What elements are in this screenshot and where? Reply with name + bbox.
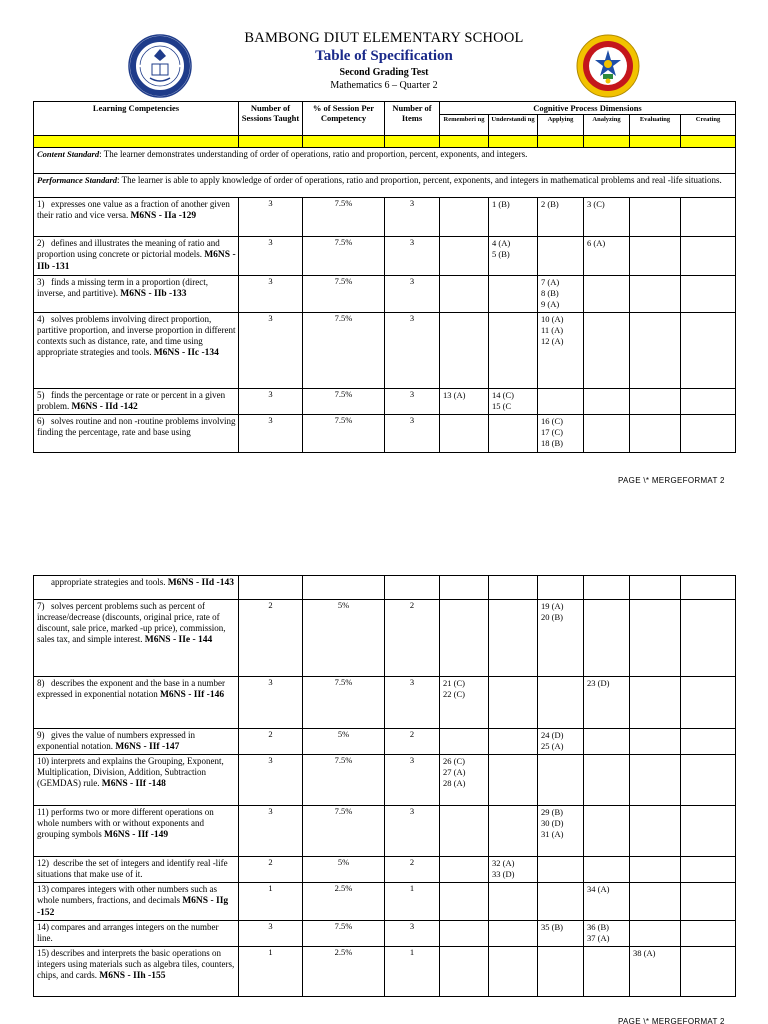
header-items: Number of Items [385, 102, 440, 136]
remembering-items-cell [440, 198, 489, 237]
competency-code: M6NS - IIf -147 [115, 742, 180, 752]
understanding-items-cell: 14 (C) 15 (C [489, 389, 538, 415]
competency-text: performs two or more different operations on whole numbers with or without exponents and grouping symbols [37, 807, 214, 839]
competency-cell [34, 237, 239, 276]
evaluating-items-cell [630, 276, 681, 313]
competency-row [34, 276, 736, 313]
competency-row [34, 198, 736, 237]
competency-code: M6NS - IIf -149 [104, 830, 169, 840]
items-count-cell: 3 [385, 198, 440, 237]
creating-items-cell [681, 729, 736, 755]
competency-cell [34, 600, 239, 677]
creating-items-cell [681, 389, 736, 415]
competency-cell [34, 883, 239, 921]
percent-cell: 7.5% [303, 198, 385, 237]
creating-items-cell [681, 883, 736, 921]
applying-items-cell: 16 (C) 17 (C) 18 (B) [538, 415, 584, 453]
remembering-items-cell: 13 (A) [440, 389, 489, 415]
test-name: Second Grading Test [339, 67, 429, 78]
competency-row [34, 729, 736, 755]
competency-number: 3) [37, 277, 45, 287]
evaluating-items-cell [630, 755, 681, 806]
percent-cell: 7.5% [303, 806, 385, 857]
sessions-cell: 3 [239, 677, 303, 729]
document-title: Table of Specification [315, 48, 453, 64]
sessions-cell: 3 [239, 806, 303, 857]
percent-cell: 7.5% [303, 237, 385, 276]
competency-cell [34, 415, 239, 453]
remembering-items-cell [440, 276, 489, 313]
competency-cell [34, 389, 239, 415]
competency-number: 15) [37, 948, 49, 958]
competency-text: solves routine and non -routine problems involving finding the percentage, rate and base using [37, 416, 236, 437]
sessions-cell: 3 [239, 313, 303, 389]
content-standard-label: Content Standard [37, 149, 100, 159]
remembering-items-cell [440, 806, 489, 857]
competency-row [34, 947, 736, 997]
competency-cell [34, 276, 239, 313]
creating-items-cell [681, 857, 736, 883]
percent-cell: 2.5% [303, 947, 385, 997]
evaluating-items-cell [630, 313, 681, 389]
competency-number: 7) [37, 601, 45, 611]
analyzing-items-cell: 23 (D) [584, 677, 630, 729]
evaluating-items-cell [630, 677, 681, 729]
evaluating-items-cell [630, 806, 681, 857]
items-count-cell: 3 [385, 276, 440, 313]
applying-items-cell [538, 677, 584, 729]
competency-number: 4) [37, 314, 45, 324]
items-count-cell [385, 576, 440, 600]
header-understanding: Understandi ng [489, 115, 538, 136]
analyzing-items-cell [584, 947, 630, 997]
sessions-cell: 3 [239, 198, 303, 237]
header-percent: % of Session Per Competency [303, 102, 385, 136]
understanding-items-cell [489, 806, 538, 857]
creating-items-cell [681, 576, 736, 600]
specification-table-page-2 [33, 575, 736, 997]
sessions-cell: 1 [239, 947, 303, 997]
performance-standard-text: : The learner is able to apply knowledge of order of operations, ratio and proportion, percent, exponents, and integers in mathematical problems and real -life situations. [117, 175, 722, 185]
subject-quarter: Mathematics 6 – Quarter 2 [330, 80, 438, 91]
evaluating-items-cell [630, 237, 681, 276]
analyzing-items-cell [584, 806, 630, 857]
creating-items-cell [681, 921, 736, 947]
percent-cell: 7.5% [303, 677, 385, 729]
remembering-items-cell: 21 (C) 22 (C) [440, 677, 489, 729]
percent-cell: 7.5% [303, 276, 385, 313]
items-count-cell: 3 [385, 755, 440, 806]
understanding-items-cell: 32 (A) 33 (D) [489, 857, 538, 883]
competency-code: M6NS - IIb -133 [120, 289, 187, 299]
competency-row [34, 237, 736, 276]
applying-items-cell: 10 (A) 11 (A) 12 (A) [538, 313, 584, 389]
applying-items-cell [538, 237, 584, 276]
competency-text: describes the exponent and the base in a number expressed in exponential notation [37, 678, 225, 699]
analyzing-items-cell [584, 857, 630, 883]
competency-code: M6NS - IIe - 144 [144, 635, 213, 645]
competency-row [34, 755, 736, 806]
competency-code: M6NS - IIh -155 [99, 971, 166, 981]
sessions-cell: 3 [239, 237, 303, 276]
applying-items-cell [538, 755, 584, 806]
competency-text: describe the set of integers and identify real -life situations that make use of it. [37, 858, 228, 879]
performance-standard-label: Performance Standard [37, 175, 118, 185]
analyzing-items-cell [584, 276, 630, 313]
competency-code: M6NS - IIc -134 [153, 348, 219, 358]
applying-items-cell: 24 (D) 25 (A) [538, 729, 584, 755]
creating-items-cell [681, 755, 736, 806]
evaluating-items-cell [630, 198, 681, 237]
competency-number: 2) [37, 238, 45, 248]
competency-row [34, 857, 736, 883]
creating-items-cell [681, 600, 736, 677]
remembering-items-cell [440, 600, 489, 677]
analyzing-items-cell: 3 (C) [584, 198, 630, 237]
competency-text: gives the value of numbers expressed in exponential notation. [37, 730, 195, 751]
competency-row [34, 313, 736, 389]
competency-text: interprets and explains the Grouping, Exponent, Multiplication, Division, Addition, Subtraction (GEMDAS) rule. [37, 756, 224, 788]
remembering-items-cell [440, 415, 489, 453]
competency-number: 8) [37, 678, 45, 688]
evaluating-items-cell [630, 883, 681, 921]
percent-cell [303, 576, 385, 600]
competency-cell [34, 921, 239, 947]
sessions-cell: 3 [239, 755, 303, 806]
competency-text: appropriate strategies and tools. [51, 577, 166, 587]
remembering-items-cell [440, 576, 489, 600]
analyzing-items-cell [584, 600, 630, 677]
competency-number: 1) [37, 199, 45, 209]
competency-row [34, 921, 736, 947]
applying-items-cell [538, 883, 584, 921]
competency-code: M6NS - IIb -131 [37, 250, 236, 272]
analyzing-items-cell [584, 576, 630, 600]
creating-items-cell [681, 198, 736, 237]
remembering-items-cell [440, 883, 489, 921]
percent-cell: 7.5% [303, 415, 385, 453]
understanding-items-cell [489, 755, 538, 806]
header-applying: Applying [538, 115, 584, 136]
competency-cell [34, 729, 239, 755]
evaluating-items-cell [630, 921, 681, 947]
competency-code: M6NS - IIf -148 [101, 779, 166, 789]
sessions-cell: 2 [239, 600, 303, 677]
competency-number: 9) [37, 730, 45, 740]
page-footer: PAGE \* MERGEFORMAT 2 [618, 476, 725, 485]
competency-text: describes and interprets the basic operations on integers using materials such as algebra tiles, counters, chips, and cards. [37, 948, 235, 980]
competency-number: 6) [37, 416, 45, 426]
percent-cell: 5% [303, 600, 385, 677]
competency-number: 14) [37, 922, 49, 932]
items-count-cell: 1 [385, 947, 440, 997]
creating-items-cell [681, 237, 736, 276]
percent-cell: 2.5% [303, 883, 385, 921]
creating-items-cell [681, 313, 736, 389]
applying-items-cell: 2 (B) [538, 198, 584, 237]
evaluating-items-cell [630, 415, 681, 453]
content-standard-row [34, 148, 736, 174]
remembering-items-cell [440, 857, 489, 883]
competency-code: M6NS - IId -142 [71, 402, 138, 412]
remembering-items-cell [440, 947, 489, 997]
evaluating-items-cell [630, 600, 681, 677]
remembering-items-cell [440, 313, 489, 389]
applying-items-cell [538, 857, 584, 883]
analyzing-items-cell: 34 (A) [584, 883, 630, 921]
items-count-cell: 3 [385, 921, 440, 947]
analyzing-items-cell [584, 389, 630, 415]
creating-items-cell [681, 276, 736, 313]
sessions-cell: 1 [239, 883, 303, 921]
remembering-items-cell [440, 729, 489, 755]
percent-cell: 7.5% [303, 313, 385, 389]
competency-text: solves problems involving direct proportion, partitive proportion, and inverse proportion in different contexts such as distance, rate, and time using appropriate strategies and tools. [37, 314, 236, 357]
sessions-cell: 2 [239, 729, 303, 755]
analyzing-items-cell [584, 755, 630, 806]
understanding-items-cell [489, 947, 538, 997]
creating-items-cell [681, 806, 736, 857]
content-standard-text: : The learner demonstrates understanding of order of operations, ratio and proportion, percent, exponents, and integers. [99, 149, 528, 159]
applying-items-cell: 29 (B) 30 (D) 31 (A) [538, 806, 584, 857]
competency-cell [34, 313, 239, 389]
competency-text: compares and arranges integers on the number line. [37, 922, 219, 943]
analyzing-items-cell [584, 415, 630, 453]
items-count-cell: 3 [385, 313, 440, 389]
header-evaluating: Evaluating [630, 115, 681, 136]
evaluating-items-cell: 38 (A) [630, 947, 681, 997]
understanding-items-cell [489, 883, 538, 921]
evaluating-items-cell [630, 389, 681, 415]
header-remembering: Rememberi ng [440, 115, 489, 136]
creating-items-cell [681, 947, 736, 997]
analyzing-items-cell: 6 (A) [584, 237, 630, 276]
evaluating-items-cell [630, 576, 681, 600]
items-count-cell: 3 [385, 237, 440, 276]
competency-text: finds a missing term in a proportion (direct, inverse, and partitive). [37, 277, 208, 298]
header-analyzing: Analyzing [584, 115, 630, 136]
document-header [0, 30, 768, 92]
analyzing-items-cell [584, 313, 630, 389]
competency-row [34, 677, 736, 729]
competency-number: 11) [37, 807, 49, 817]
items-count-cell: 2 [385, 600, 440, 677]
competency-code: M6NS - IIa -129 [130, 211, 197, 221]
percent-cell: 7.5% [303, 755, 385, 806]
competency-number: 10) [37, 756, 49, 766]
competency-text: solves percent problems such as percent of increase/decrease (discounts, original price, rate of discount, sale price, marked -up price), commission, sales tax, and simple interest. [37, 601, 226, 644]
school-name: BAMBONG DIUT ELEMENTARY SCHOOL [244, 30, 524, 46]
sessions-cell [239, 576, 303, 600]
specification-table-page-1 [33, 101, 736, 453]
remembering-items-cell: 26 (C) 27 (A) 28 (A) [440, 755, 489, 806]
percent-cell: 7.5% [303, 921, 385, 947]
competency-row [34, 415, 736, 453]
creating-items-cell [681, 677, 736, 729]
header-creating: Creating [681, 115, 736, 136]
percent-cell: 5% [303, 729, 385, 755]
items-count-cell: 1 [385, 883, 440, 921]
understanding-items-cell: 1 (B) [489, 198, 538, 237]
creating-items-cell [681, 415, 736, 453]
competency-number: 12) [37, 858, 49, 868]
understanding-items-cell [489, 276, 538, 313]
sessions-cell: 2 [239, 857, 303, 883]
understanding-items-cell [489, 921, 538, 947]
applying-items-cell: 19 (A) 20 (B) [538, 600, 584, 677]
competency-row [34, 389, 736, 415]
header-cognitive: Cognitive Process Dimensions [440, 102, 736, 115]
items-count-cell: 3 [385, 806, 440, 857]
highlight-row [34, 136, 736, 148]
competency-text: defines and illustrates the meaning of ratio and proportion using concrete or pictorial models. [37, 238, 220, 259]
remembering-items-cell [440, 921, 489, 947]
competency-row [34, 600, 736, 677]
understanding-items-cell [489, 415, 538, 453]
applying-items-cell [538, 947, 584, 997]
competency-text: compares integers with other numbers such as whole numbers, fractions, and decimals [37, 884, 217, 905]
competency-cell [34, 755, 239, 806]
applying-items-cell [538, 389, 584, 415]
sessions-cell: 3 [239, 276, 303, 313]
evaluating-items-cell [630, 729, 681, 755]
items-count-cell: 2 [385, 857, 440, 883]
analyzing-items-cell: 36 (B) 37 (A) [584, 921, 630, 947]
sessions-cell: 3 [239, 389, 303, 415]
competency-row [34, 883, 736, 921]
competency-cell [34, 947, 239, 997]
understanding-items-cell [489, 729, 538, 755]
header-learning-competencies: Learning Competencies [34, 102, 239, 136]
items-count-cell: 3 [385, 677, 440, 729]
deped-seal-icon [128, 34, 192, 98]
competency-cell [34, 806, 239, 857]
analyzing-items-cell [584, 729, 630, 755]
competency-code: M6NS - IId -143 [167, 578, 234, 588]
understanding-items-cell [489, 677, 538, 729]
items-count-cell: 3 [385, 389, 440, 415]
page-footer: PAGE \* MERGEFORMAT 2 [618, 1017, 725, 1024]
understanding-items-cell [489, 576, 538, 600]
percent-cell: 7.5% [303, 389, 385, 415]
evaluating-items-cell [630, 857, 681, 883]
sessions-cell: 3 [239, 921, 303, 947]
understanding-items-cell [489, 313, 538, 389]
competency-cell [34, 857, 239, 883]
remembering-items-cell [440, 237, 489, 276]
competency-row [34, 806, 736, 857]
items-count-cell: 3 [385, 415, 440, 453]
competency-code: M6NS - IIg -152 [37, 896, 229, 918]
competency-text: finds the percentage or rate or percent in a given problem. [37, 390, 226, 411]
items-count-cell: 2 [385, 729, 440, 755]
competency-cell [34, 198, 239, 237]
percent-cell: 5% [303, 857, 385, 883]
competency-number: 13) [37, 884, 49, 894]
competency-code: M6NS - IIf -146 [159, 690, 225, 700]
understanding-items-cell: 4 (A) 5 (B) [489, 237, 538, 276]
applying-items-cell [538, 576, 584, 600]
competency-row [34, 576, 736, 600]
competency-cell [34, 576, 239, 600]
header-sessions: Number of Sessions Taught [239, 102, 303, 136]
competency-number: 5) [37, 390, 45, 400]
understanding-items-cell [489, 600, 538, 677]
applying-items-cell: 35 (B) [538, 921, 584, 947]
performance-standard-row [34, 174, 736, 198]
applying-items-cell: 7 (A) 8 (B) 9 (A) [538, 276, 584, 313]
competency-text: expresses one value as a fraction of another given their ratio and vice versa. [37, 199, 230, 220]
competency-cell [34, 677, 239, 729]
sessions-cell: 3 [239, 415, 303, 453]
school-logo-icon [576, 34, 640, 98]
